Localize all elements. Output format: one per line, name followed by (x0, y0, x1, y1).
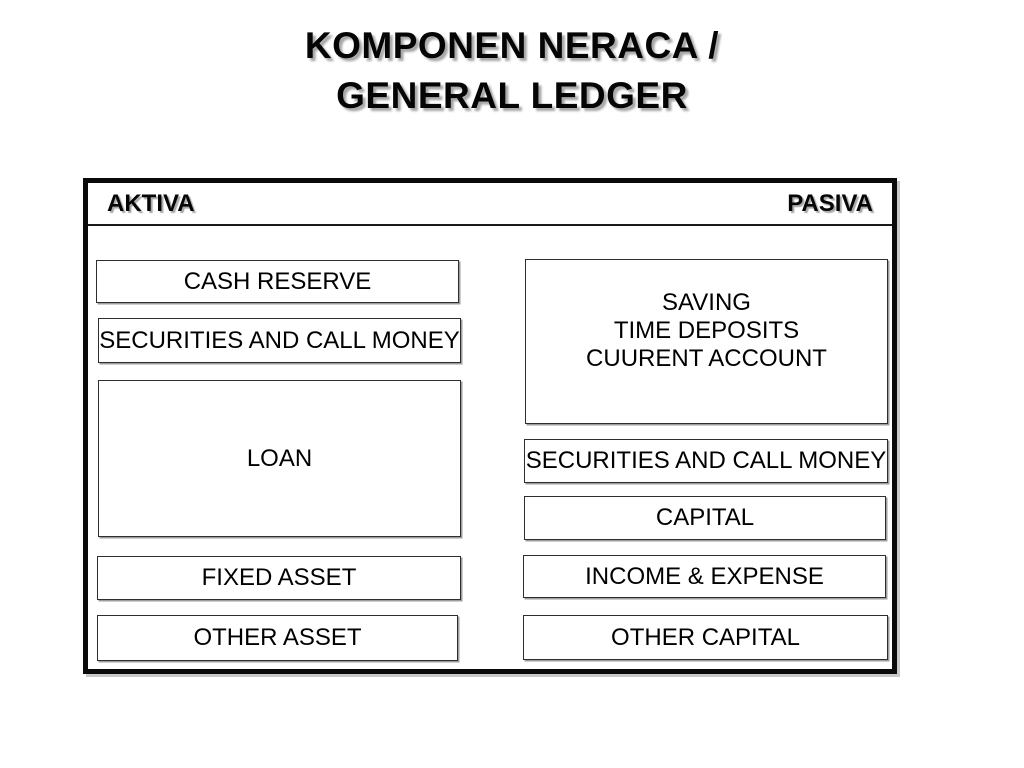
pasiva-securities-label: SECURITIES AND CALL MONEY (525, 447, 887, 474)
aktiva-header-label: AKTIVA (107, 189, 195, 217)
cash-reserve-label: CASH RESERVE (183, 267, 372, 295)
deposits-line-current-account: CUURENT ACCOUNT (586, 344, 827, 372)
pasiva-box-deposits (525, 259, 888, 424)
aktiva-box-fixed-asset (97, 556, 461, 600)
other-asset-label: OTHER ASSET (193, 624, 362, 651)
loan-label: LOAN (246, 444, 313, 472)
aktiva-box-other-asset (97, 615, 458, 661)
aktiva-box-loan (98, 380, 461, 537)
slide-title (0, 21, 1024, 121)
balance-sheet-header (88, 183, 892, 226)
pasiva-header-label: PASIVA (787, 189, 873, 217)
fixed-asset-label: FIXED ASSET (201, 564, 357, 591)
deposits-label (586, 289, 827, 373)
pasiva-box-income-expense (523, 555, 886, 598)
slide-title-line2: GENERAL LEDGER (336, 75, 688, 116)
other-capital-label: OTHER CAPITAL (611, 623, 800, 651)
capital-label: CAPITAL (655, 504, 755, 531)
aktiva-box-securities-and-call-money (98, 318, 461, 363)
income-expense-label: INCOME & EXPENSE (585, 562, 824, 590)
slide-title-line1: KOMPONEN NERACA / (304, 25, 720, 66)
pasiva-box-other-capital (523, 615, 888, 660)
aktiva-securities-label: SECURITIES AND CALL MONEY (99, 326, 460, 354)
aktiva-box-cash-reserve (96, 260, 459, 303)
deposits-line-saving: SAVING (662, 288, 751, 316)
pasiva-box-capital (524, 496, 886, 540)
deposits-line-time-deposits: TIME DEPOSITS (613, 316, 800, 344)
pasiva-box-securities-and-call-money (524, 439, 888, 483)
balance-sheet-frame (83, 178, 897, 674)
